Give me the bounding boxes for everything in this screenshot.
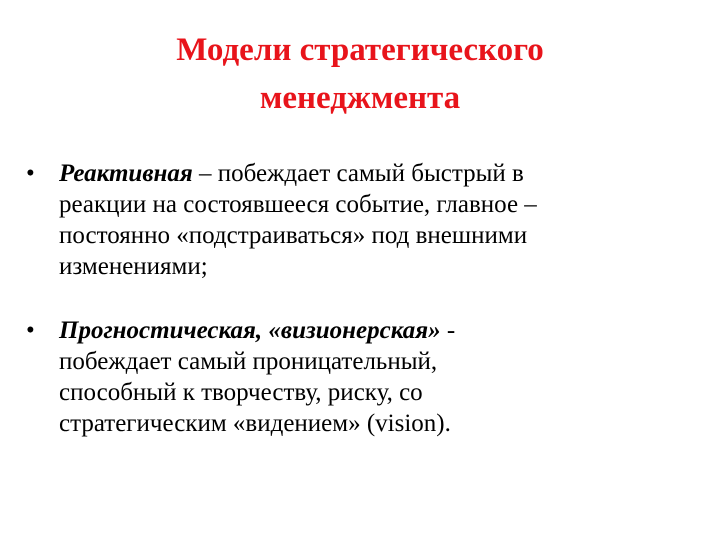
bullet-text: - [440, 317, 456, 344]
bullet-text-line: стратегическим «видением» (vision). [59, 410, 451, 437]
slide-title [60, 26, 660, 122]
bullet-icon: • [26, 317, 35, 344]
bullet-text-line: способный к творчеству, риску, со [59, 379, 423, 406]
title-line-2: менеджмента [259, 80, 461, 116]
bullet-text-line: реакции на состоявшееся событие, главное – [59, 191, 537, 218]
bullet-first-line [59, 158, 706, 189]
bullet-text-line: побеждает самый проницательный, [59, 348, 438, 375]
bullet-text: – побеждает самый быстрый в [192, 160, 524, 187]
bullet-list [26, 158, 706, 439]
bullet-text-line: изменениями; [59, 253, 208, 280]
bullet-term: Реактивная [59, 160, 193, 187]
bullet-term: Прогностическая, «визионерская» [59, 317, 441, 344]
bullet-text-line: постоянно «подстраиваться» под внешними [59, 222, 528, 249]
bullet-item-prognostic [26, 315, 706, 439]
bullet-item-reactive [26, 158, 706, 282]
bullet-first-line [59, 315, 706, 346]
bullet-icon: • [26, 160, 35, 187]
title-line-1: Модели стратегического [176, 32, 544, 68]
